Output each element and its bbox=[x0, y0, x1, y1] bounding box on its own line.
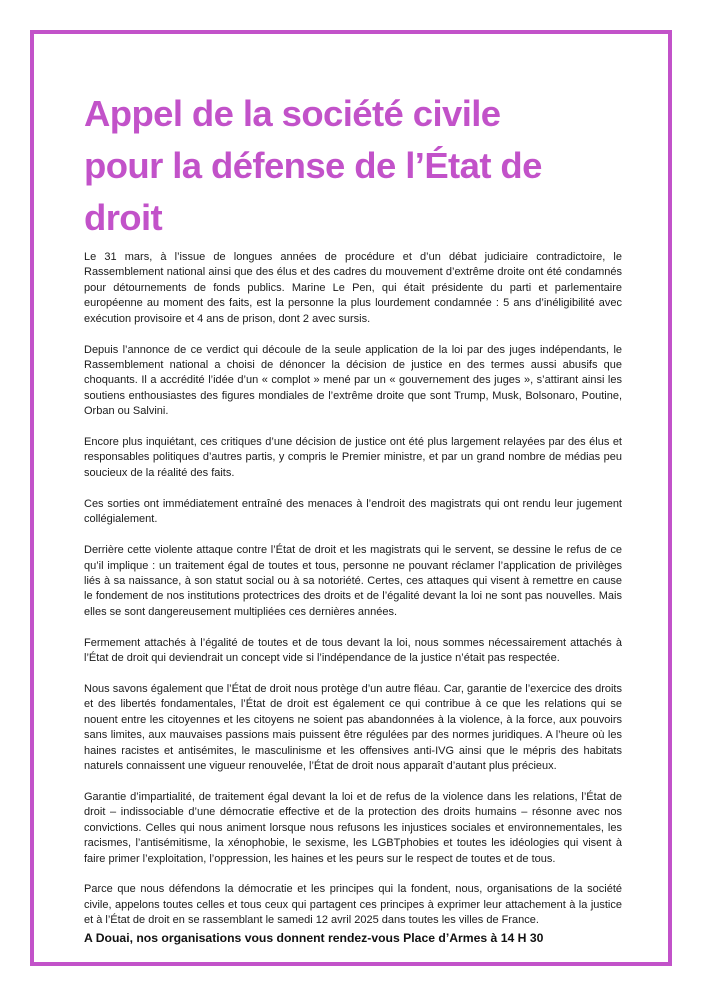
paragraph-protection: Nous savons également que l’État de droit nous protège d’un autre fléau. Car, garantie de l’exercice des droits et des libertés fondamentales, l’État de droit est également ce qui contribue à ce que les relations qui se nouent entre les citoyennes et les citoyens ne soient pas abandonnées à la violence, à la force, aux pouvoirs sans limites, aux mauvaises passions mais puissent être régulées par des normes juridiques. A l’heure où les haines racistes et antisémites, le masculinisme et les offensives anti-IVG ainsi que le mépris des habitats naturels connaissent une vigueur renouvelée, l’État de droit nous apparaît d’autant plus précieux. bbox=[84, 682, 622, 772]
paragraph-impartiality: Garantie d’impartialité, de traitement égal devant la loi et de refus de la violence dans les relations, l’État de droit – indissociable d’une démocratie effective et de la protection des droits humains – résonne avec nos convictions. Celles qui nous animent lorsque nous refusons les injustices sociales et environnementales, les racismes, l’antisémitisme, la xénophobie, le sexisme, les LGBTphobies et toutes les idéologies qui visent à faire primer l’exploitation, l’oppression, les haines et les peurs sur le respect de toutes et de tous. bbox=[84, 790, 622, 865]
page-title bbox=[84, 88, 644, 244]
rally-announcement: A Douai, nos organisations vous donnent rendez-vous Place d’Armes à 14 H 30 bbox=[84, 931, 544, 945]
paragraph-threats: Ces sorties ont immédiatement entraîné des menaces à l’endroit des magistrats qui ont rendu leur jugement collégialement. bbox=[84, 497, 622, 526]
paragraph-rn-reaction: Depuis l’annonce de ce verdict qui découle de la seule application de la loi par des juges indépendants, le Rassemblement national a choisi de dénoncer la décision de justice en des termes aussi abusifs que choquants. Il a accrédité l’idée d’un « complot » mené par un « gouvernement des juges », s’attirant ainsi les soutiens enthousiastes des figures mondiales de l’extrême droite que sont Trump, Musk, Bolsonaro, Poutine, Orban ou Salvini. bbox=[84, 343, 622, 418]
title-line-2: pour la défense de l’État de bbox=[84, 145, 542, 186]
title-line-3: droit bbox=[84, 197, 163, 238]
article-body bbox=[84, 250, 622, 944]
paragraph-equality: Fermement attachés à l’égalité de toutes et de tous devant la loi, nous sommes nécessairement attachés à l’État de droit qui deviendrait un concept vide si l’indépendance de la justice n’était pas respectée. bbox=[84, 636, 622, 665]
paragraph-relayed-criticism: Encore plus inquiétant, ces critiques d’une décision de justice ont été plus largement relayées par des élus et responsables politiques d’autres partis, y compris le Premier ministre, et par un grand nombre de médias peu soucieux de la réalité des faits. bbox=[84, 436, 622, 479]
paragraph-refusal: Derrière cette violente attaque contre l’État de droit et les magistrats qui le servent, se dessine le refus de ce qu’il implique : un traitement égal de toutes et tous, personne ne pouvant réclamer l’application de privilèges liés à sa naissance, à son statut social ou à sa notoriété. Certes, ces attaques qui visent à remettre en cause le fondement de nos institutions protectrices des droits et de l’égalité devant la loi ne sont pas nouvelles. Mais elles se sont dangereusement multipliées ces dernières années. bbox=[84, 544, 622, 618]
paragraph-call-to-action: Parce que nous défendons la démocratie et les principes qui la fondent, nous, organisations de la société civile, appelons toutes celles et tous ceux qui partagent ces principes à exprimer leur attachement à la justice et à l’État de droit en se rassemblant le samedi 12 avril 2025 dans toutes les villes de France. bbox=[84, 883, 622, 927]
paragraph-verdict: Le 31 mars, à l’issue de longues années de procédure et d’un débat judiciaire contradictoire, le Rassemblement national ainsi que des élus et des cadres du mouvement d’extrême droite ont été condamnés pour détournements de fonds publics. Marine Le Pen, qui était présidente du parti et parlementaire européenne au moment des faits, est la personne la plus lourdement condamnée : 5 ans d’inéligibilité avec exécution provisoire et 4 ans de prison, dont 2 avec sursis. bbox=[84, 251, 622, 325]
title-line-1: Appel de la société civile bbox=[84, 93, 501, 134]
